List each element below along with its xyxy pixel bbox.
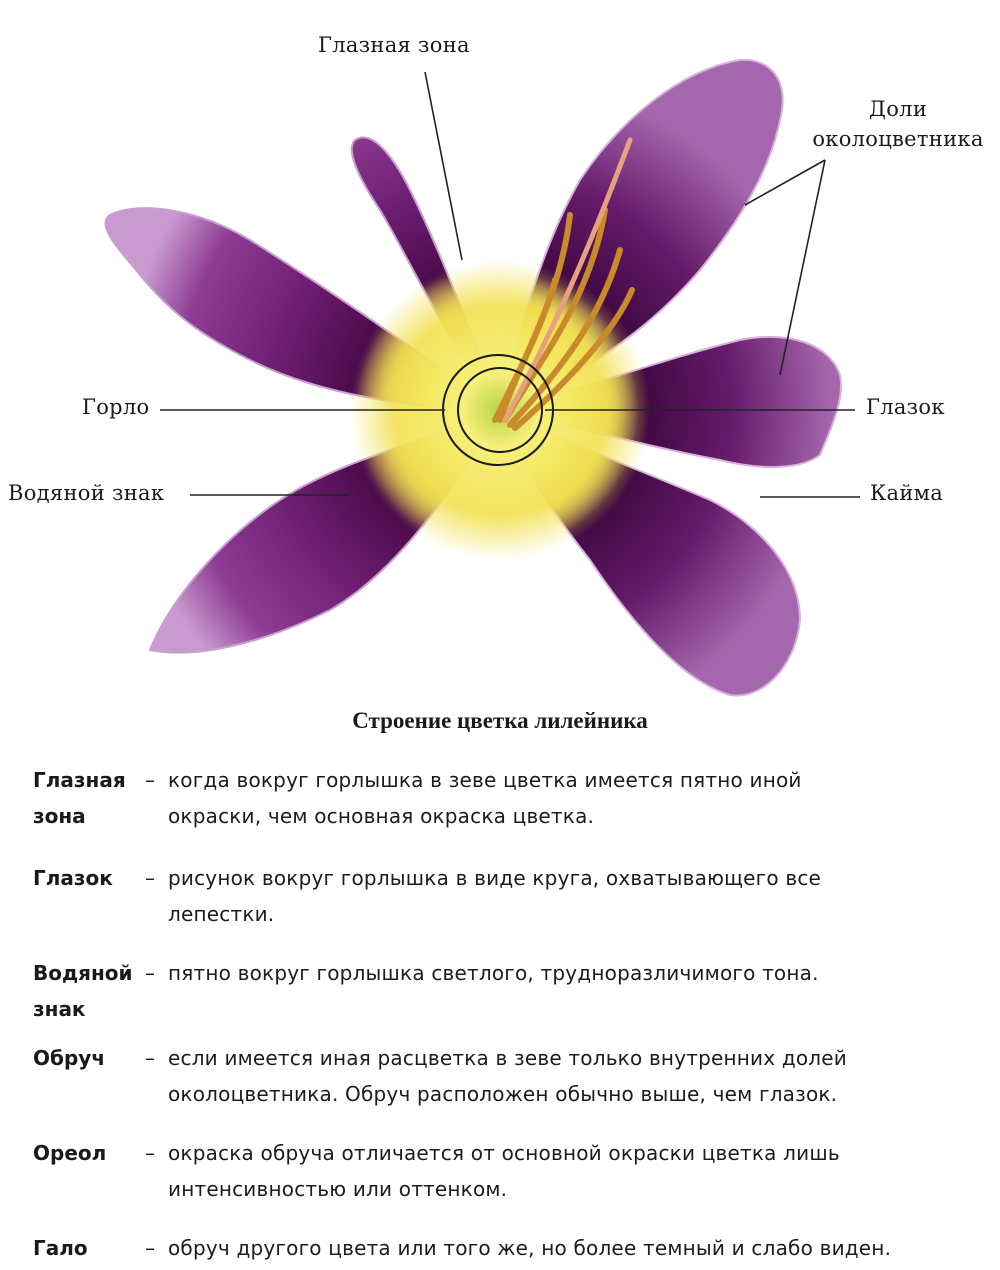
definition-dash: – [145,961,155,985]
definition-text-line1: обруч другого цвета или того же, но более темный и слабо виден. [168,1236,892,1260]
definition-dash: – [145,1046,155,1070]
definition-text-line1: пятно вокруг горлышка светлого, трудноразличимого тона. [168,961,819,985]
definition-term: Гало [33,1236,88,1260]
definition-dash: – [145,866,155,890]
definition-text-line2: интенсивностью или оттенком. [168,1177,508,1201]
definition-dash: – [145,1236,155,1260]
definition-term: Водяной знак [33,961,133,1021]
label-throat: Горло [82,395,150,419]
definition-text [168,860,968,932]
definition-text-line2: окраски, чем основная окраска цветка. [168,804,595,828]
definition-term: Глазок [33,866,113,890]
definition-term: Глазная зона [33,768,126,828]
definition-text [168,1040,968,1112]
label-perianth-lobes-line1: Доли [868,97,928,121]
definition-text [168,955,968,991]
label-watermark: Водяной знак [8,481,165,505]
definition-text [168,1135,968,1207]
label-edge: Кайма [870,481,944,505]
definition-term: Обруч [33,1046,106,1070]
diagram-caption: Строение цветка лилейника [352,708,648,733]
label-perianth-lobes-line2: околоцветника [812,127,984,151]
definition-text-line1: если имеется иная расцветка в зеве только внутренних долей [168,1046,847,1070]
definition-dash: – [145,768,155,792]
definition-text-line1: окраска обруча отличается от основной окраски цветка лишь [168,1141,840,1165]
definition-text-line1: когда вокруг горлышка в зеве цветка имеется пятно иной [168,768,802,792]
definition-text [168,762,968,834]
label-perianth-lobes [800,96,996,152]
definition-text-line2: околоцветника. Обруч расположен обычно выше, чем глазок. [168,1082,838,1106]
definition-text-line2: лепестки. [168,902,275,926]
definition-term: Ореол [33,1141,107,1165]
definition-dash: – [145,1141,155,1165]
definition-text [168,1230,968,1266]
label-eye-zone: Глазная зона [318,33,470,57]
label-eye: Глазок [866,395,945,419]
definition-text-line1: рисунок вокруг горлышка в виде круга, охватывающего все [168,866,822,890]
